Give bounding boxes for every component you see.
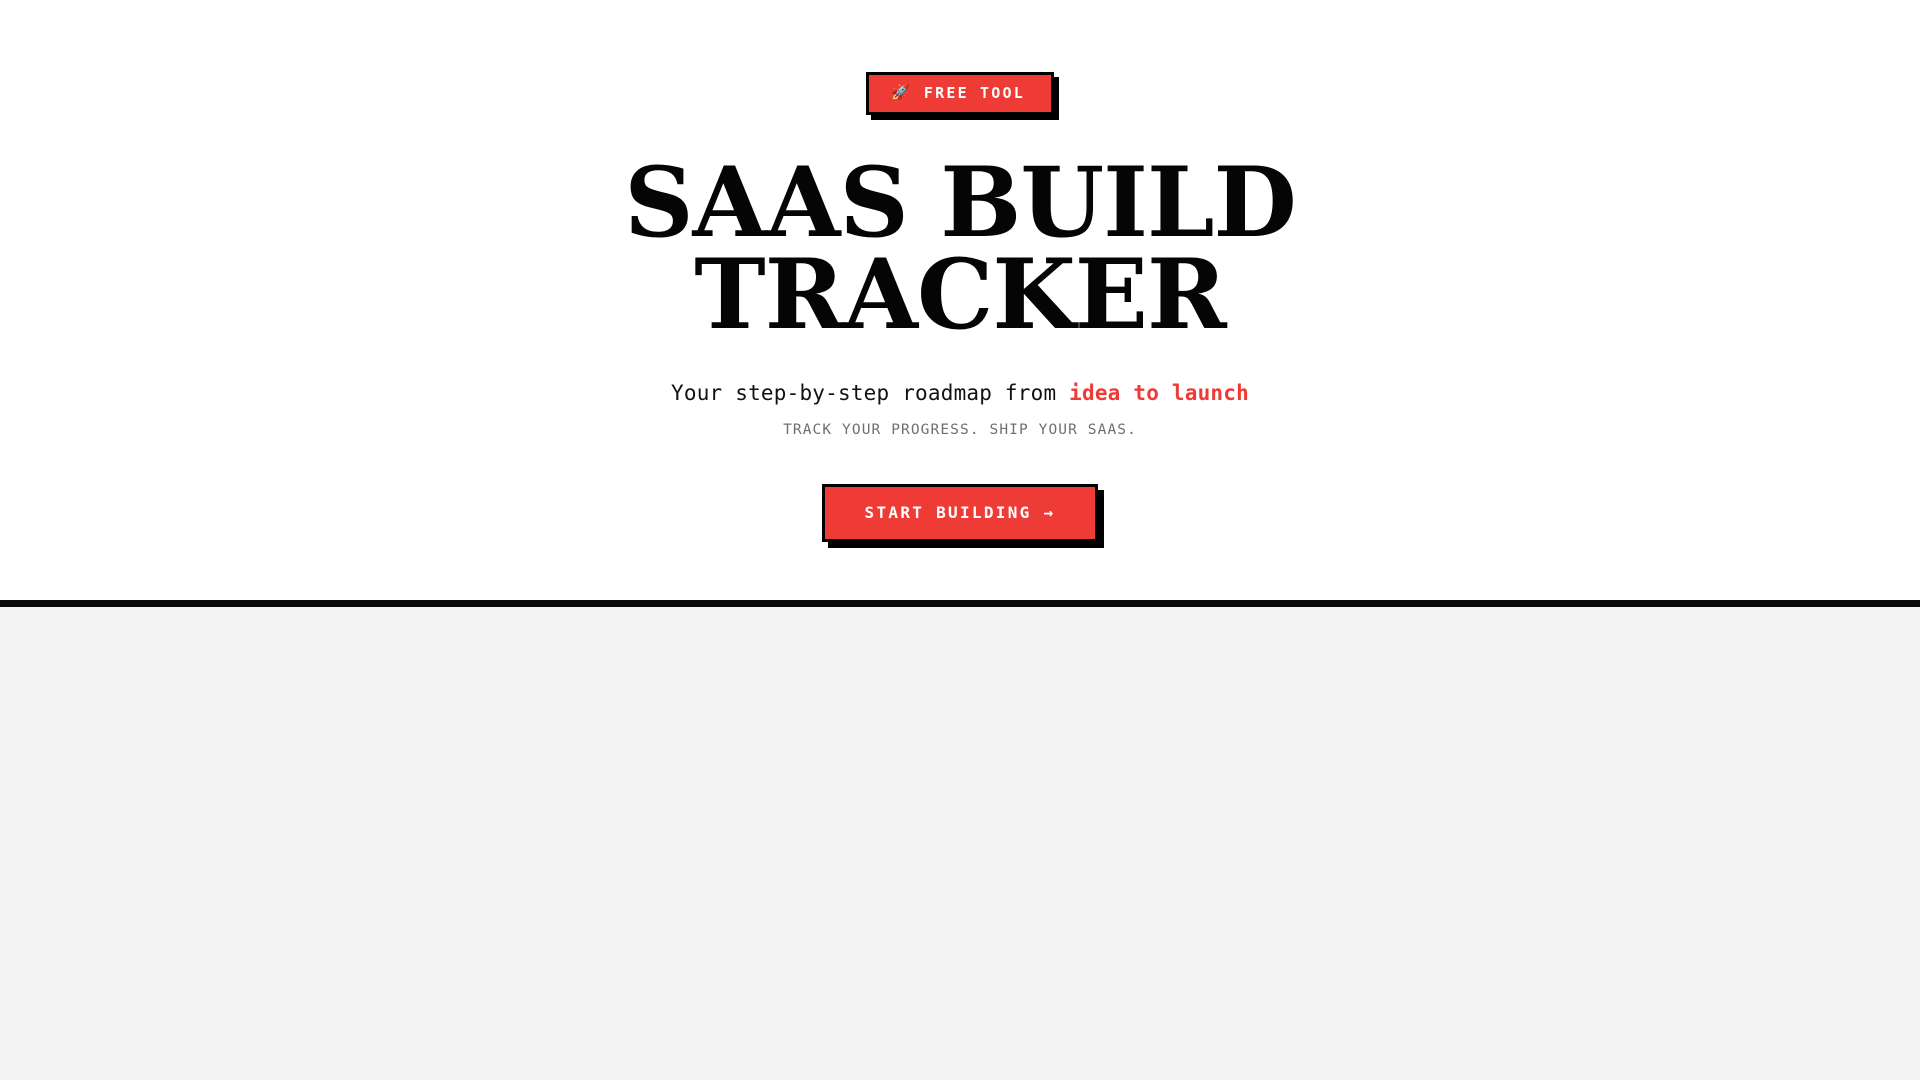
- free-tool-badge[interactable]: [866, 72, 1054, 115]
- hero-subtitle: [671, 381, 1249, 405]
- lower-content-panel: [0, 607, 1920, 1080]
- hero-subtitle-prefix: Your step-by-step roadmap from: [671, 381, 1070, 406]
- hero-subtitle-accent: idea to launch: [1069, 381, 1249, 406]
- section-divider: [0, 600, 1920, 607]
- start-building-button[interactable]: START BUILDING →: [822, 484, 1099, 542]
- free-tool-badge-label: FREE TOOL: [923, 84, 1025, 102]
- hero-tagline: TRACK YOUR PROGRESS. SHIP YOUR SAAS.: [783, 422, 1137, 439]
- page-title: SAAS BUILD TRACKER: [624, 146, 1296, 352]
- rocket-icon: 🚀: [891, 83, 912, 101]
